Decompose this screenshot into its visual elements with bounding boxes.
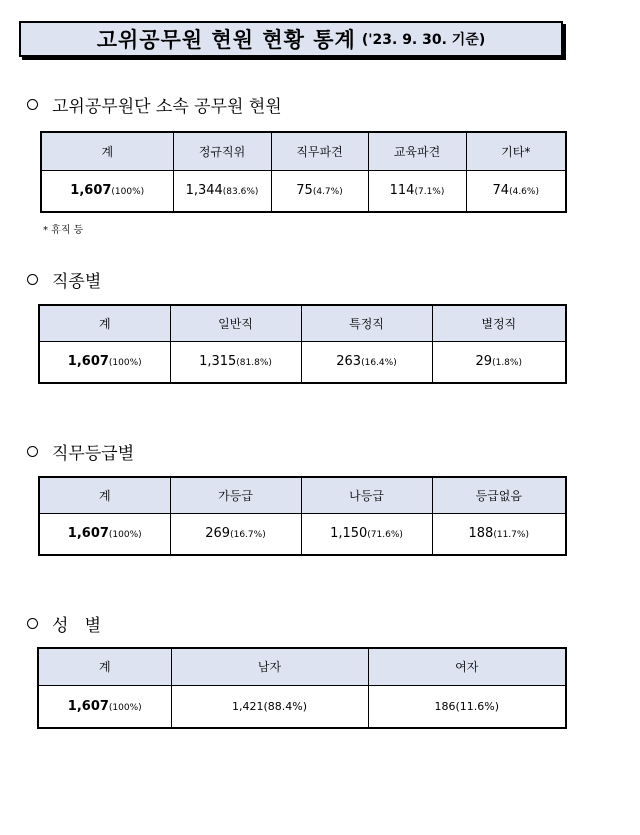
section-title-sces-staff: 고위공무원단 소속 공무원 현원 [27, 92, 282, 117]
value-cell: 269(16.7%) [170, 513, 301, 555]
total-cell: 1,607(100%) [38, 685, 171, 728]
value-cell: 29(1.8%) [432, 341, 566, 383]
section-title-job-type: 직종별 [27, 267, 101, 292]
header-cell: 남자 [171, 648, 368, 685]
table-row [39, 513, 566, 555]
value-cell: 1,344(83.6%) [173, 170, 271, 212]
reference-date: ('23. 9. 30. 기준) [361, 32, 486, 48]
header-cell: 정규직위 [173, 132, 271, 170]
table-job-grade [38, 476, 567, 556]
table-header-row [41, 132, 566, 170]
table-row [39, 341, 566, 383]
total-cell: 1,607(100%) [41, 170, 173, 212]
value-cell: 1,421(88.4%) [171, 685, 368, 728]
header-cell: 나등급 [301, 477, 432, 513]
header-cell: 계 [41, 132, 173, 170]
header-cell: 직무파견 [271, 132, 368, 170]
table-header-row [39, 305, 566, 341]
document-title-box [19, 21, 563, 57]
table-gender [37, 647, 567, 729]
circle-bullet-icon [27, 446, 38, 457]
value-cell: 1,150(71.6%) [301, 513, 432, 555]
total-cell: 1,607(100%) [39, 513, 170, 555]
circle-bullet-icon [27, 274, 38, 285]
header-cell: 계 [39, 477, 170, 513]
document-title: 고위공무원 현원 현황 통계 [96, 28, 356, 52]
value-cell: 188(11.7%) [432, 513, 566, 555]
total-cell: 1,607(100%) [39, 341, 170, 383]
value-cell: 263(16.4%) [301, 341, 432, 383]
table-job-type [38, 304, 567, 384]
value-cell: 114(7.1%) [368, 170, 466, 212]
header-cell: 계 [39, 305, 170, 341]
header-cell: 계 [38, 648, 171, 685]
header-cell: 기타* [466, 132, 566, 170]
table-sces-staff [40, 131, 567, 213]
header-cell: 일반직 [170, 305, 301, 341]
value-cell: 1,315(81.8%) [170, 341, 301, 383]
section-title-gender: 성 별 [27, 611, 101, 636]
value-cell: 74(4.6%) [466, 170, 566, 212]
header-cell: 별정직 [432, 305, 566, 341]
header-cell: 여자 [368, 648, 566, 685]
header-cell: 특정직 [301, 305, 432, 341]
circle-bullet-icon [27, 99, 38, 110]
footnote: * 휴직 등 [43, 225, 84, 236]
header-cell: 가등급 [170, 477, 301, 513]
value-cell: 75(4.7%) [271, 170, 368, 212]
circle-bullet-icon [27, 618, 38, 629]
header-cell: 등급없음 [432, 477, 566, 513]
table-header-row [38, 648, 566, 685]
header-cell: 교육파견 [368, 132, 466, 170]
table-row [38, 685, 566, 728]
section-title-job-grade: 직무등급별 [27, 439, 134, 464]
table-row [41, 170, 566, 212]
value-cell: 186(11.6%) [368, 685, 566, 728]
table-header-row [39, 477, 566, 513]
